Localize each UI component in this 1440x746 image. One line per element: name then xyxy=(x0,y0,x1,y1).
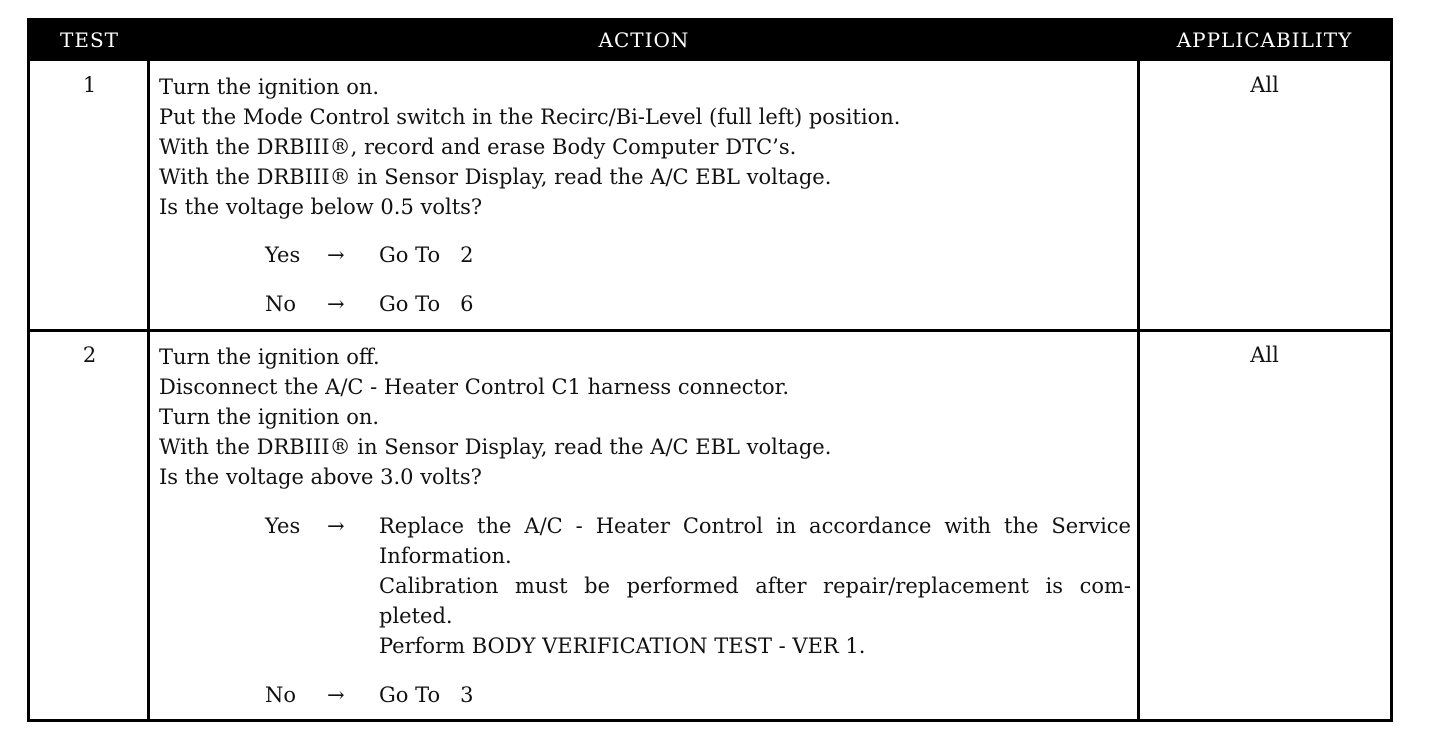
header-applicability: APPLICABILITY xyxy=(1176,28,1353,52)
arrow-icon: → xyxy=(327,683,345,707)
yes-label: Yes xyxy=(265,243,301,267)
no-result: Go To 3 xyxy=(379,683,474,707)
action-step: Put the Mode Control switch in the Recirc/Bi-Level (full left) position. xyxy=(159,105,901,129)
yes-result-line: Information. xyxy=(379,544,512,568)
action-steps xyxy=(159,72,1149,222)
action-step: Is the voltage below 0.5 volts? xyxy=(159,195,483,219)
no-result: Go To 6 xyxy=(379,292,474,316)
action-step: Turn the ignition on. xyxy=(159,75,380,99)
action-step: Is the voltage above 3.0 volts? xyxy=(159,465,482,489)
test-number: 1 xyxy=(82,73,97,97)
test-number: 2 xyxy=(82,343,97,367)
arrow-icon: → xyxy=(327,243,345,267)
applicability-value: All xyxy=(1250,73,1279,97)
yes-result: Go To 2 xyxy=(379,243,474,267)
action-steps xyxy=(159,342,1149,492)
yes-result-line: Replace the A/C - Heater Control in accordance with the Service xyxy=(379,514,1131,538)
yes-result-line: pleted. xyxy=(379,604,453,628)
action-step: Disconnect the A/C - Heater Control C1 harness connector. xyxy=(159,375,789,399)
action-step: With the DRBIII®, record and erase Body Computer DTC’s. xyxy=(159,135,797,159)
no-label: No xyxy=(265,683,297,707)
yes-result xyxy=(379,511,1131,661)
action-step: Turn the ignition off. xyxy=(159,345,380,369)
action-step: With the DRBIII® in Sensor Display, read the A/C EBL voltage. xyxy=(159,165,832,189)
header-action: ACTION xyxy=(598,28,690,52)
action-step: With the DRBIII® in Sensor Display, read the A/C EBL voltage. xyxy=(159,435,832,459)
yes-result-line: Calibration must be performed after repair/replacement is com- xyxy=(379,574,1131,598)
yes-label: Yes xyxy=(265,514,301,538)
yes-result-line: Perform BODY VERIFICATION TEST - VER 1. xyxy=(379,634,866,658)
diagnostic-table xyxy=(27,18,1393,722)
table-header xyxy=(30,21,1390,61)
header-test: TEST xyxy=(60,28,119,52)
arrow-icon: → xyxy=(327,292,345,316)
action-step: Turn the ignition on. xyxy=(159,405,380,429)
arrow-icon: → xyxy=(327,514,345,538)
row-divider xyxy=(30,329,1390,332)
no-label: No xyxy=(265,292,297,316)
column-divider xyxy=(147,61,150,719)
applicability-value: All xyxy=(1250,343,1279,367)
